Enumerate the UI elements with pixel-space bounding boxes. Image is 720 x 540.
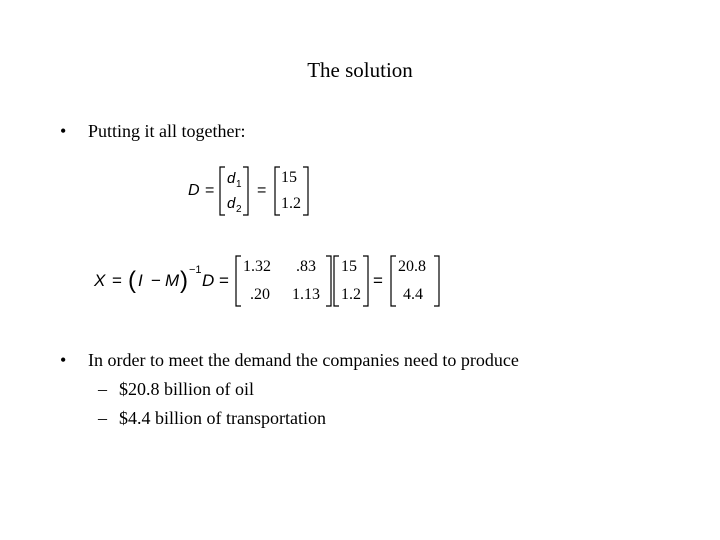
sub-bullet-item [98,407,326,429]
output-lhs: X [94,271,106,290]
bracket-right [434,256,439,306]
demand-symbol-1-sub: 1 [236,179,242,190]
equals-sign: = [205,182,215,199]
equals-sign: = [373,271,383,290]
sub-bullet-text: $20.8 billion of oil [119,379,254,399]
bullet-text: Putting it all together: [88,121,246,141]
slide-title: The solution [307,58,413,82]
demand-value-1: 15 [281,169,297,186]
matrix-cell: .83 [296,258,316,275]
vector-cell: 15 [341,258,357,275]
bracket-left [391,256,396,306]
inverse-exponent: −1 [189,264,202,276]
bracket-right [303,167,308,215]
bullet-text: In order to meet the demand the companies need to produce [88,350,519,370]
demand-symbol: D [202,271,215,290]
bullet-item [60,120,245,142]
bracket-right [363,256,368,306]
equals-sign: = [112,271,122,290]
bullet-dot: • [60,350,67,370]
solution-equation [92,252,448,310]
bracket-left [334,256,339,306]
bracket-left [220,167,225,215]
equals-sign: = [257,182,267,199]
sub-bullet-item [98,378,254,400]
bullet-dot: • [60,121,67,141]
demand-lhs: D [188,182,200,199]
matrix-cell: 1.32 [243,258,271,275]
bracket-left [275,167,280,215]
result-cell: 4.4 [403,286,423,303]
identity-symbol: I [138,271,143,290]
bracket-right [243,167,248,215]
demand-symbol-1: d [227,170,236,187]
equals-sign: = [219,271,229,290]
sub-bullet-text: $4.4 billion of transportation [119,408,326,428]
bracket-left [236,256,241,306]
sub-bullet-dash: – [98,408,107,428]
matrix-cell: 1.13 [292,286,320,303]
bullet-item [60,349,519,371]
demand-symbol-2: d [227,195,236,212]
vector-cell: 1.2 [341,286,361,303]
demand-equation [186,162,316,220]
minus-sign: − [151,271,161,290]
close-paren: ) [180,267,188,294]
open-paren: ( [128,267,136,294]
demand-value-2: 1.2 [281,195,301,212]
bracket-right [326,256,331,306]
demand-symbol-2-sub: 2 [236,204,242,215]
sub-bullet-dash: – [98,379,107,399]
technology-matrix-symbol: M [165,271,180,290]
matrix-cell: .20 [250,286,270,303]
result-cell: 20.8 [398,258,426,275]
